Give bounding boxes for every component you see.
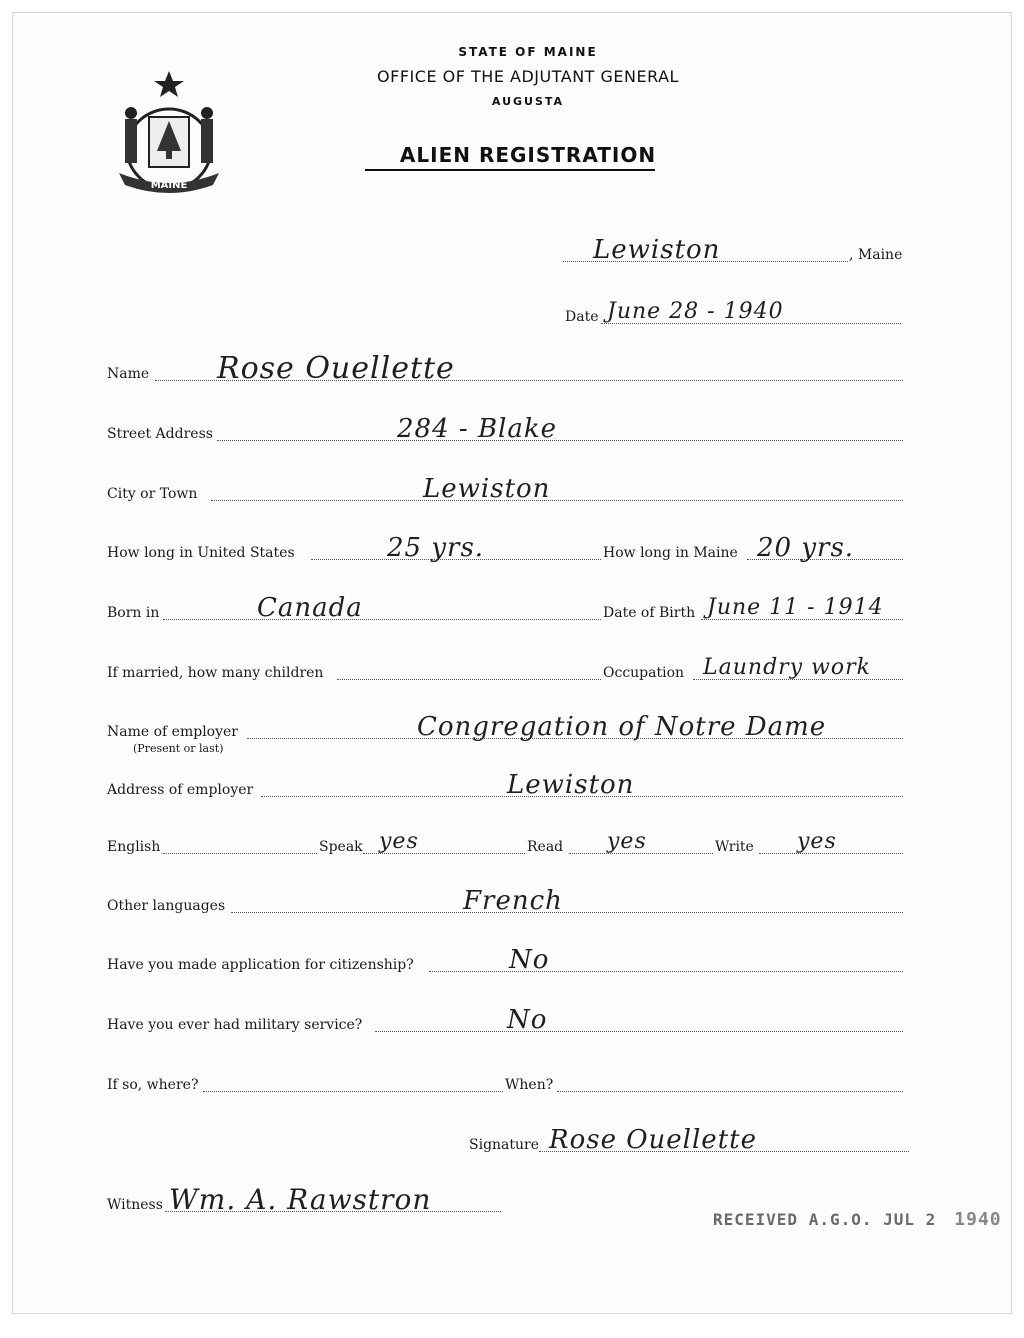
employer-value: Congregation of Notre Dame	[417, 712, 827, 742]
occupation-value: Laundry work	[703, 655, 872, 680]
city-row: City or Town Lewiston	[107, 478, 907, 504]
date-row: Date June 28 - 1940	[565, 301, 905, 327]
citizenship-row: Have you made application for citizenship? No	[107, 949, 907, 975]
svg-text:MAINE: MAINE	[150, 180, 188, 191]
military-row: Have you ever had military service? No	[107, 1009, 907, 1035]
children-row: If married, how many children Occupation Laundry work	[107, 657, 907, 683]
employer-address-row: Address of employer Lewiston	[107, 774, 907, 800]
citizenship-value: No	[509, 945, 550, 975]
signature-row: Signature Rose Ouellette	[469, 1129, 909, 1155]
service-where-row: If so, where? When?	[107, 1069, 907, 1095]
read-value: yes	[607, 829, 647, 854]
witness-row: Witness Wm. A. Rawstron	[107, 1189, 507, 1215]
date-value: June 28 - 1940	[607, 299, 784, 324]
residence-row: How long in United States 25 yrs. How long in Maine 20 yrs.	[107, 537, 907, 563]
registration-form	[12, 12, 1012, 1314]
street-row: Street Address 284 - Blake	[107, 418, 907, 444]
speak-value: yes	[379, 829, 419, 854]
received-stamp: RECEIVED A.G.O. JUL 2 1940	[713, 1209, 1002, 1230]
languages-row: Other languages French	[107, 890, 907, 916]
city-heading: AUGUSTA	[491, 95, 565, 108]
employer-row: Name of employer Congregation of Notre Dame (Present or last)	[107, 716, 907, 742]
dob-value: June 11 - 1914	[707, 595, 884, 620]
languages-value: French	[463, 886, 563, 916]
title-underline	[365, 169, 655, 171]
maine-label: , Maine	[849, 247, 903, 263]
write-value: yes	[797, 829, 837, 854]
military-value: No	[507, 1005, 548, 1035]
birth-row: Born in Canada Date of Birth June 11 - 1914	[107, 597, 907, 623]
street-value: 284 - Blake	[397, 414, 558, 444]
witness-value: Wm. A. Rawstron	[169, 1183, 432, 1216]
maine-years-value: 20 yrs.	[757, 533, 855, 563]
us-years-value: 25 yrs.	[387, 533, 485, 563]
name-row: Name Rose Ouellette	[107, 358, 907, 384]
english-row: English Speak yes Read yes Write yes	[107, 831, 907, 857]
form-title: ALIEN REGISTRATION	[399, 143, 657, 167]
state-heading: STATE OF MAINE	[458, 45, 598, 59]
maine-state-seal-icon	[109, 67, 229, 197]
office-heading: OFFICE OF THE ADJUTANT GENERAL	[377, 67, 679, 86]
born-in-value: Canada	[257, 593, 363, 623]
signature-value: Rose Ouellette	[549, 1125, 757, 1155]
place-value: Lewiston	[593, 235, 721, 265]
place-row	[563, 235, 913, 265]
employer-address-value: Lewiston	[507, 770, 635, 800]
city-value: Lewiston	[423, 474, 551, 504]
name-value: Rose Ouellette	[217, 351, 455, 386]
